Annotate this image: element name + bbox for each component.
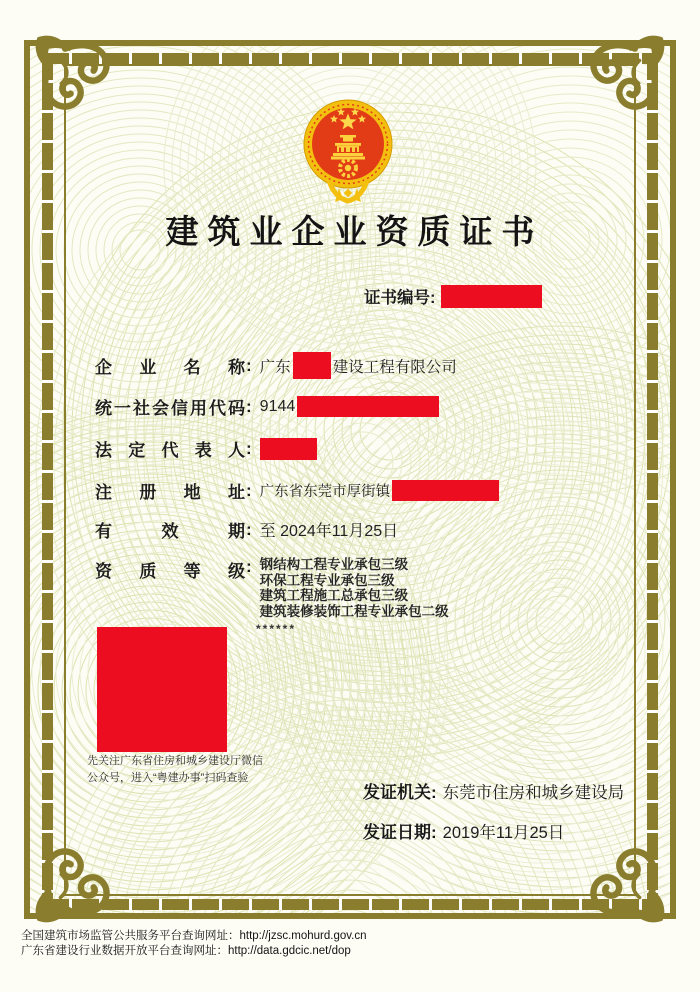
issue-date-value: 2019年11月25日 — [442, 823, 565, 842]
field-row-credit-code — [95, 394, 439, 419]
qr-instruction-line1: 先关注广东省住房和城乡建设厅微信 — [87, 755, 263, 767]
qualification-line: 环保工程专业承包三级 — [259, 572, 395, 588]
valid-until-value: 至 2024年11月25日 — [259, 523, 399, 540]
registered-address-redacted-block — [392, 480, 499, 501]
qualification-levels-list — [260, 557, 449, 619]
legal-representative-label: 法定代表人 — [95, 441, 245, 460]
registered-address-prefix: 广东省东莞市厚街镇 — [259, 484, 391, 500]
label-colon: : — [246, 438, 252, 458]
credit-code-prefix: 9144 — [259, 397, 296, 415]
company-name-prefix: 广东 — [259, 358, 291, 376]
qr-scan-instructions — [87, 753, 263, 787]
label-colon: : — [246, 396, 252, 416]
company-name-redacted-block — [293, 352, 331, 379]
qualification-line: 建筑装修装饰工程专业承包二级 — [259, 603, 449, 619]
registered-address-value — [260, 480, 500, 501]
qualification-line: 钢结构工程专业承包三级 — [259, 557, 409, 572]
qr-code-redacted-block — [97, 627, 227, 752]
qr-instruction-line2: 公众号，进入“粤建办事”扫码查验 — [87, 772, 249, 784]
issue-date-row — [363, 818, 564, 843]
label-colon: : — [246, 355, 252, 375]
credit-code-redacted-block — [297, 396, 439, 417]
asterisks-placeholder: ****** — [256, 622, 297, 636]
certificate-number-row — [364, 284, 542, 308]
qualification-levels-label: 资质等级 — [95, 562, 245, 581]
label-colon: : — [246, 480, 252, 500]
issue-date-label: 发证日期: — [363, 823, 437, 842]
footer-query-url-2: 广东省建设行业数据开放平台查询网址：http://data.gdcic.net/dop — [21, 944, 351, 957]
label-colon: : — [246, 557, 252, 576]
certificate-number-redacted-block — [441, 285, 542, 308]
credit-code-value — [260, 396, 440, 417]
certificate-number-label: 证书编号: — [364, 289, 436, 307]
issuing-authority-value: 东莞市住房和城乡建设局 — [442, 783, 625, 802]
label-colon: : — [246, 519, 252, 539]
registered-address-label: 注册地址 — [95, 483, 245, 502]
legal-representative-redacted-block — [260, 438, 317, 460]
issuing-authority-row — [363, 778, 624, 803]
china-national-emblem-icon — [303, 96, 393, 204]
company-name-label: 企业名称 — [95, 358, 245, 377]
certificate-title: 建筑业企业资质证书 — [165, 213, 544, 250]
field-row-qualification-levels — [95, 557, 449, 619]
qualification-line: 建筑工程施工总承包三级 — [259, 588, 409, 603]
legal-representative-value — [260, 438, 317, 460]
credit-code-label: 统一社会信用代码 — [95, 399, 245, 418]
field-row-registered-address — [95, 478, 499, 503]
field-row-valid-until — [95, 517, 398, 542]
field-row-company-name — [95, 352, 457, 379]
field-row-legal-representative — [95, 436, 317, 461]
footer-query-url-1: 全国建筑市场监管公共服务平台查询网址：http://jzsc.mohurd.gov.cn — [21, 930, 367, 942]
valid-until-label: 有效期 — [95, 522, 245, 541]
footer-query-urls — [21, 929, 366, 958]
company-name-value — [260, 352, 457, 379]
issuing-authority-label: 发证机关: — [363, 783, 437, 802]
company-name-suffix: 建设工程有限公司 — [332, 358, 457, 376]
